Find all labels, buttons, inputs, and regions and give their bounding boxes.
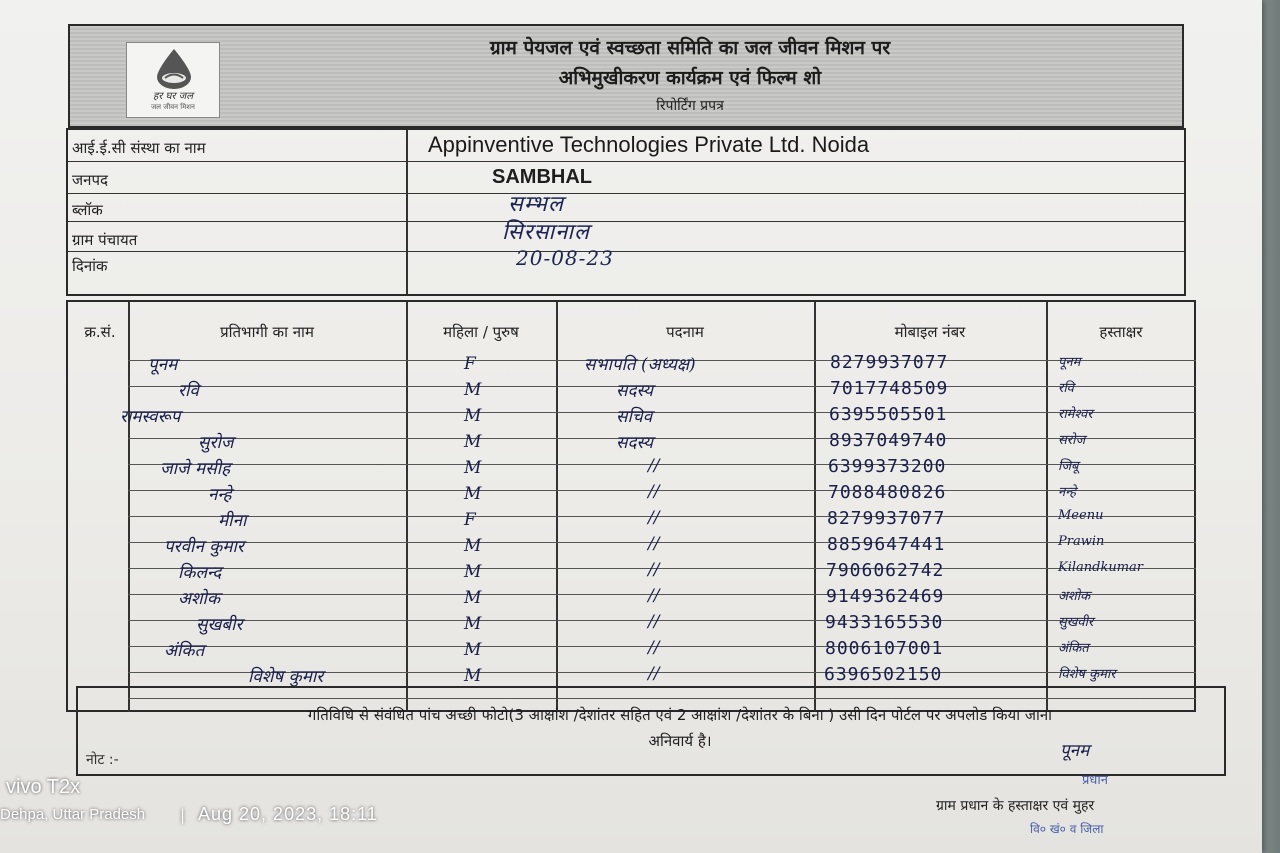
pradhan-signature: पूनम <box>1060 741 1090 761</box>
form-header <box>68 24 1184 128</box>
panchayat-label: ग्राम पंचायत <box>72 231 138 249</box>
form-title-line1: ग्राम पेयजल एवं स्वच्छता समिति का जल जीवन मिशन पर <box>489 37 891 59</box>
logo-subtext: जल जीवन मिशन <box>151 103 195 111</box>
district-row <box>68 162 1184 194</box>
note-text-line1: गतिविधि से संवंधित पांच अच्छी फोटो(3 आक्षांश /देशांतर सहित एवं 2 आक्षांश /देशांतर के बिना ) उसी दिन पोर्टल पर अपलोड किया जाना <box>307 706 1053 724</box>
participant-name: पूनम <box>148 355 178 375</box>
row-divider <box>128 646 1196 647</box>
participant-mobile: 8279937077 <box>830 352 949 373</box>
participant-role: // <box>648 508 660 528</box>
row-divider <box>128 594 1196 595</box>
header-signature: हस्ताक्षर <box>1099 323 1143 341</box>
water-drop-icon <box>149 47 199 91</box>
stamp-subtext: वि० खं० व जिला <box>1030 822 1104 836</box>
participant-role: सभापति (अध्यक्ष) <box>584 355 696 375</box>
form-title-line2: अभिमुखीकरण कार्यक्रम एवं फिल्म शो <box>558 67 822 89</box>
block-label: ब्लॉक <box>72 201 103 219</box>
participant-role: सदस्य <box>616 433 653 453</box>
note-text-line2: अनिवार्य है। <box>648 732 712 750</box>
date-row <box>68 246 1184 280</box>
participant-gender: M <box>464 406 482 426</box>
participant-gender: F <box>464 510 476 530</box>
participant-mobile: 7088480826 <box>828 482 947 503</box>
participant-mobile: 8859647441 <box>827 534 946 555</box>
camera-brand-watermark: vivo T2x <box>6 776 81 798</box>
pradhan-signature-label: ग्राम प्रधान के हस्ताक्षर एवं मुहर <box>936 798 1095 814</box>
participant-name: अंकित <box>164 641 205 661</box>
participant-name: परवीन कुमार <box>164 537 244 557</box>
form-subtitle: रिपोर्टिंग प्रपत्र <box>656 98 724 114</box>
org-label: आई.ई.सी संस्था का नाम <box>72 139 206 157</box>
participant-name: विशेष कुमार <box>248 667 324 687</box>
row-divider <box>128 620 1196 621</box>
participant-gender: M <box>464 536 482 556</box>
participant-table <box>66 300 1196 712</box>
header-mobile: मोबाइल नंबर <box>894 323 966 341</box>
date-label: दिनांक <box>72 257 108 275</box>
row-divider <box>128 516 1196 517</box>
participant-signature: रवि <box>1058 381 1074 396</box>
participant-signature: अंकित <box>1058 641 1089 656</box>
participant-signature: विशेष कुमार <box>1058 667 1116 682</box>
participant-name: रामस्वरूप <box>120 407 181 427</box>
participant-mobile: 8279937077 <box>827 508 946 529</box>
panchayat-value: सिरसानाल <box>502 220 590 245</box>
participant-signature: जिबू <box>1058 459 1079 474</box>
participant-role: // <box>648 560 660 580</box>
jal-jeevan-logo <box>126 42 220 118</box>
participant-role: // <box>648 586 660 606</box>
header-role: पदनाम <box>666 323 704 341</box>
participant-role: // <box>648 456 660 476</box>
participant-name: रवि <box>178 381 199 401</box>
participant-gender: M <box>464 484 482 504</box>
row-divider <box>128 464 1196 465</box>
participant-mobile: 7017748509 <box>830 378 949 399</box>
participant-mobile: 6399373200 <box>828 456 947 477</box>
row-divider <box>128 568 1196 569</box>
participant-role: // <box>648 612 660 632</box>
participant-role: सचिव <box>616 407 653 427</box>
participant-signature: सुखवीर <box>1058 615 1094 630</box>
participant-signature: सरोज <box>1058 433 1086 448</box>
row-divider <box>128 542 1196 543</box>
info-divider <box>406 130 408 294</box>
note-text <box>150 702 1210 754</box>
participant-mobile: 9433165530 <box>825 612 944 633</box>
watermark-separator: | <box>180 806 186 824</box>
datetime-watermark: Aug 20, 2023, 18:11 <box>198 804 378 824</box>
participant-gender: M <box>464 380 482 400</box>
participant-role: सदस्य <box>616 381 653 401</box>
participant-gender: F <box>464 354 476 374</box>
participant-gender: M <box>464 458 482 478</box>
participant-name: सुरोज <box>198 433 234 453</box>
participant-role: // <box>648 482 660 502</box>
panchayat-row <box>68 222 1184 252</box>
participant-name: सुखबीर <box>196 615 243 635</box>
org-value: Appinventive Technologies Private Ltd. Noida <box>428 132 870 157</box>
org-row <box>68 130 1184 162</box>
participant-signature: Meenu <box>1058 508 1104 523</box>
row-divider <box>128 412 1196 413</box>
participant-mobile: 7906062742 <box>826 560 945 581</box>
row-divider <box>128 490 1196 491</box>
participant-signature: रामेश्वर <box>1058 407 1093 422</box>
participant-signature: Kilandkumar <box>1058 560 1144 575</box>
date-value: 20-08-23 <box>516 246 614 270</box>
note-label: नोट :- <box>86 752 119 768</box>
location-watermark: Dehpa, Uttar Pradesh <box>0 806 146 823</box>
stamp-word: प्रधान <box>1082 773 1108 788</box>
participant-gender: M <box>464 588 482 608</box>
block-row <box>68 194 1184 222</box>
participant-gender: M <box>464 614 482 634</box>
participant-role: // <box>648 534 660 554</box>
row-divider <box>128 438 1196 439</box>
participant-name: किलन्द <box>178 563 222 583</box>
participant-gender: M <box>464 562 482 582</box>
row-divider <box>128 386 1196 387</box>
participant-signature: नन्हे <box>1058 485 1077 500</box>
header-name: प्रतिभागी का नाम <box>220 323 314 341</box>
participant-mobile: 8937049740 <box>829 430 948 451</box>
participant-name: अशोक <box>178 589 221 609</box>
participant-name: जाजे मसीह <box>160 459 231 479</box>
header-serial: क्र.सं. <box>84 323 116 341</box>
participant-signature: Prawin <box>1058 534 1105 549</box>
note-box <box>76 686 1226 776</box>
header-gender: महिला / पुरुष <box>443 323 519 341</box>
logo-text: हर घर जल <box>153 91 193 102</box>
participant-role: // <box>648 638 660 658</box>
participant-mobile: 9149362469 <box>826 586 945 607</box>
participant-signature: अशोक <box>1058 589 1091 604</box>
participant-gender: M <box>464 640 482 660</box>
district-label: जनपद <box>72 171 108 189</box>
participant-mobile: 6396502150 <box>824 664 943 685</box>
participant-role: // <box>648 664 660 684</box>
participant-signature: पूनम <box>1058 355 1081 370</box>
participant-name: मीना <box>218 511 247 531</box>
block-value: सम्भल <box>508 192 564 217</box>
district-value: SAMBHAL <box>492 166 592 188</box>
participant-name: नन्हे <box>208 485 232 505</box>
info-table <box>66 128 1186 296</box>
participant-mobile: 6395505501 <box>829 404 948 425</box>
participant-gender: M <box>464 666 482 686</box>
participant-gender: M <box>464 432 482 452</box>
participant-mobile: 8006107001 <box>825 638 944 659</box>
